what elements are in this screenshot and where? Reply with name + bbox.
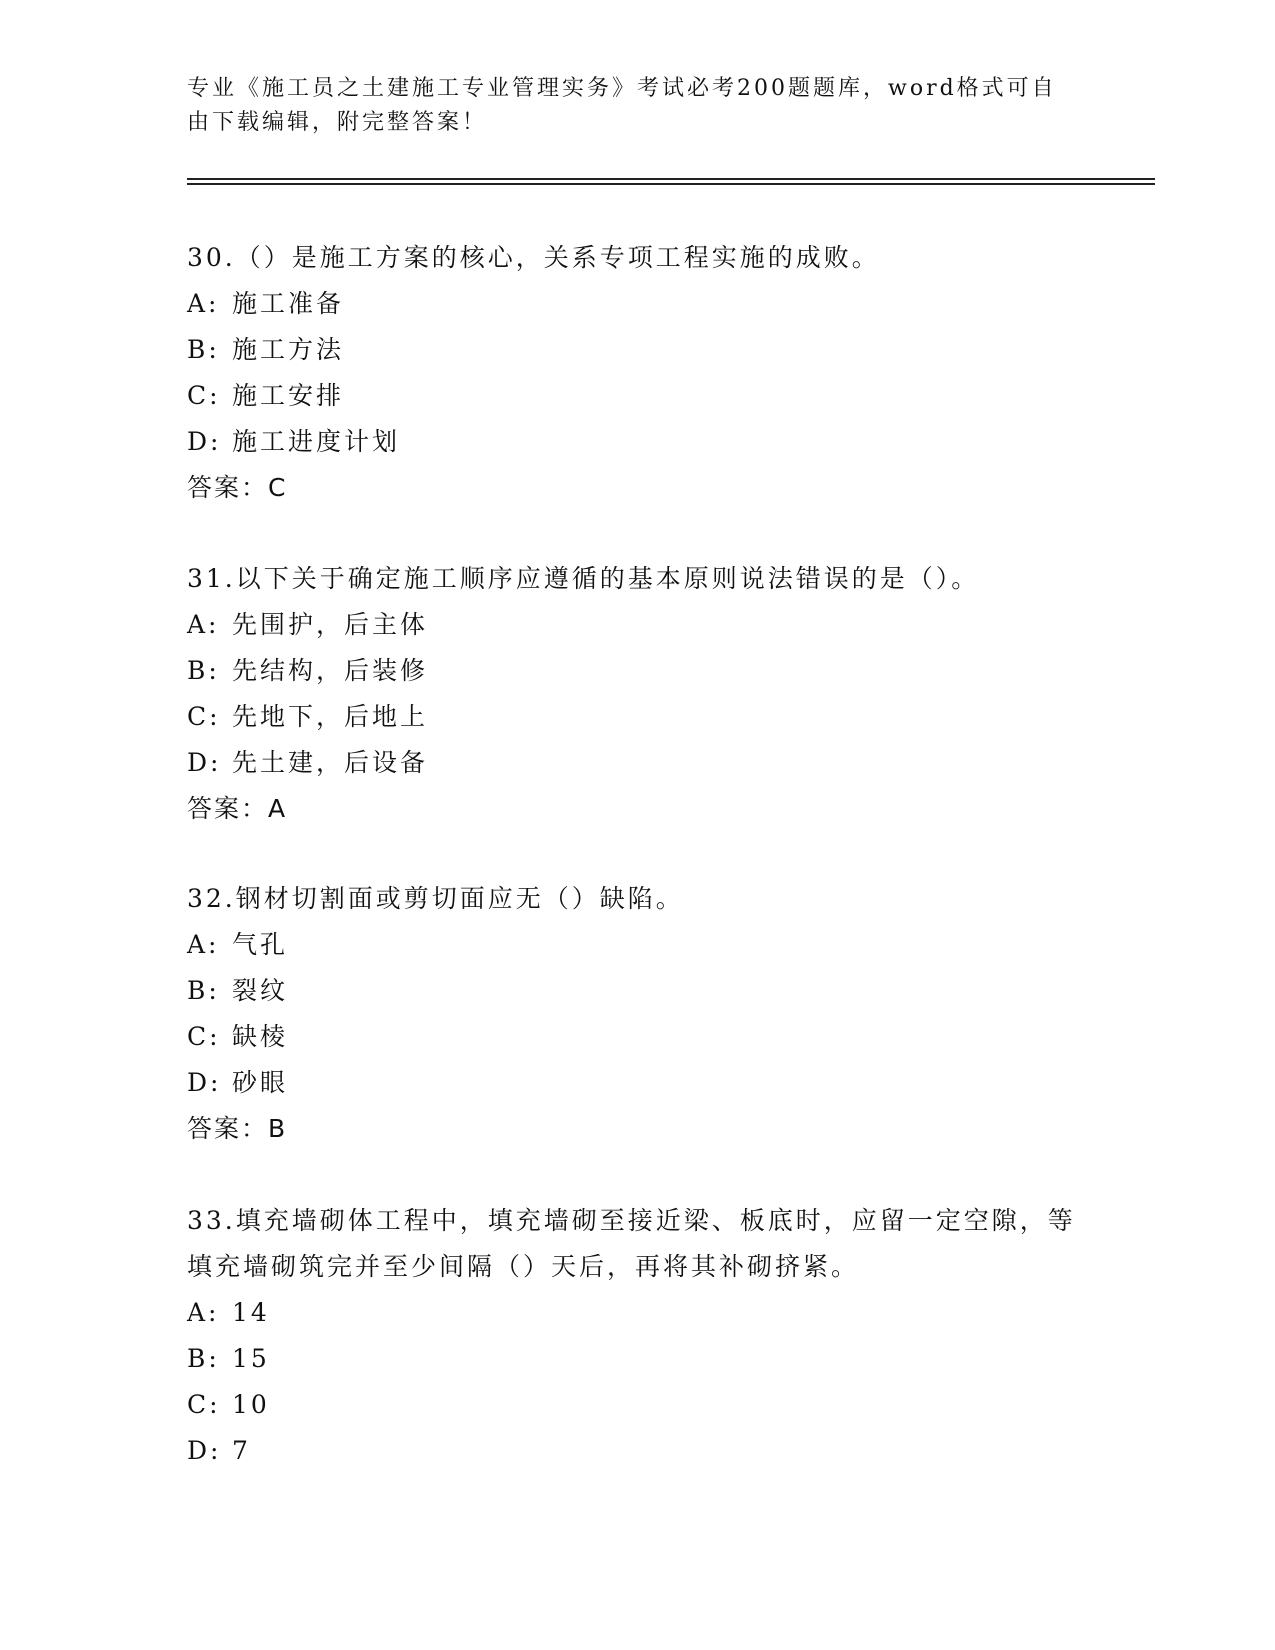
option-text: 先围护，后主体 (232, 610, 429, 639)
option-text: 施工进度计划 (232, 427, 401, 456)
option-text: 15 (232, 1344, 270, 1373)
option-a (187, 602, 1087, 648)
option-text: 7 (232, 1436, 251, 1465)
option-text: 14 (232, 1298, 270, 1327)
option-letter: A: (187, 289, 220, 318)
option-d (187, 419, 1087, 465)
question-30 (187, 235, 1087, 511)
option-b (187, 968, 1087, 1014)
option-letter: C: (187, 1390, 221, 1419)
option-d (187, 740, 1087, 786)
option-text: 缺棱 (232, 1022, 289, 1051)
option-letter: A: (187, 1298, 220, 1327)
option-text: 先结构，后装修 (232, 656, 429, 685)
option-letter: D: (187, 1436, 222, 1465)
option-letter: C: (187, 702, 221, 731)
option-text: 先地下，后地上 (232, 702, 429, 731)
option-a (187, 922, 1087, 968)
option-b (187, 1336, 1087, 1382)
option-text: 施工安排 (232, 381, 345, 410)
document-header: 专业《施工员之土建施工专业管理实务》考试必考200题题库，word格式可自由下载编辑，附完整答案！ (187, 76, 1057, 135)
option-letter: D: (187, 1068, 222, 1097)
option-letter: B: (187, 656, 220, 685)
answer-line: 答案：C (187, 473, 288, 502)
question-stem: 32.钢材切割面或剪切面应无（）缺陷。 (187, 884, 684, 913)
answer-line: 答案：A (187, 794, 288, 823)
question-33 (187, 1198, 1087, 1474)
option-text: 气孔 (232, 930, 289, 959)
question-31 (187, 556, 1087, 832)
option-d (187, 1428, 1087, 1474)
option-letter: D: (187, 748, 222, 777)
option-a (187, 281, 1087, 327)
option-b (187, 327, 1087, 373)
option-c (187, 694, 1087, 740)
option-text: 施工方法 (232, 335, 345, 364)
option-b (187, 648, 1087, 694)
option-letter: C: (187, 1022, 221, 1051)
option-d (187, 1060, 1087, 1106)
question-stem: 30.（）是施工方案的核心，关系专项工程实施的成败。 (187, 243, 880, 272)
question-stem: 33.填充墙砌体工程中，填充墙砌至接近梁、板底时，应留一定空隙，等填充墙砌筑完并至少间隔（）天后，再将其补砌挤紧。 (187, 1206, 1076, 1281)
header-divider-top (187, 178, 1155, 180)
option-text: 裂纹 (232, 976, 289, 1005)
option-letter: A: (187, 930, 220, 959)
option-letter: B: (187, 335, 220, 364)
option-c (187, 1014, 1087, 1060)
option-letter: D: (187, 427, 222, 456)
option-letter: A: (187, 610, 220, 639)
option-letter: B: (187, 976, 220, 1005)
answer-line: 答案：B (187, 1114, 288, 1143)
option-letter: C: (187, 381, 221, 410)
option-c (187, 373, 1087, 419)
question-stem: 31.以下关于确定施工顺序应遵循的基本原则说法错误的是（）。 (187, 564, 980, 593)
header-divider-bottom (187, 183, 1155, 185)
option-a (187, 1290, 1087, 1336)
option-text: 砂眼 (232, 1068, 289, 1097)
option-c (187, 1382, 1087, 1428)
option-text: 施工准备 (232, 289, 345, 318)
option-text: 10 (232, 1390, 270, 1419)
option-text: 先土建，后设备 (232, 748, 429, 777)
question-32 (187, 876, 1087, 1152)
option-letter: B: (187, 1344, 220, 1373)
